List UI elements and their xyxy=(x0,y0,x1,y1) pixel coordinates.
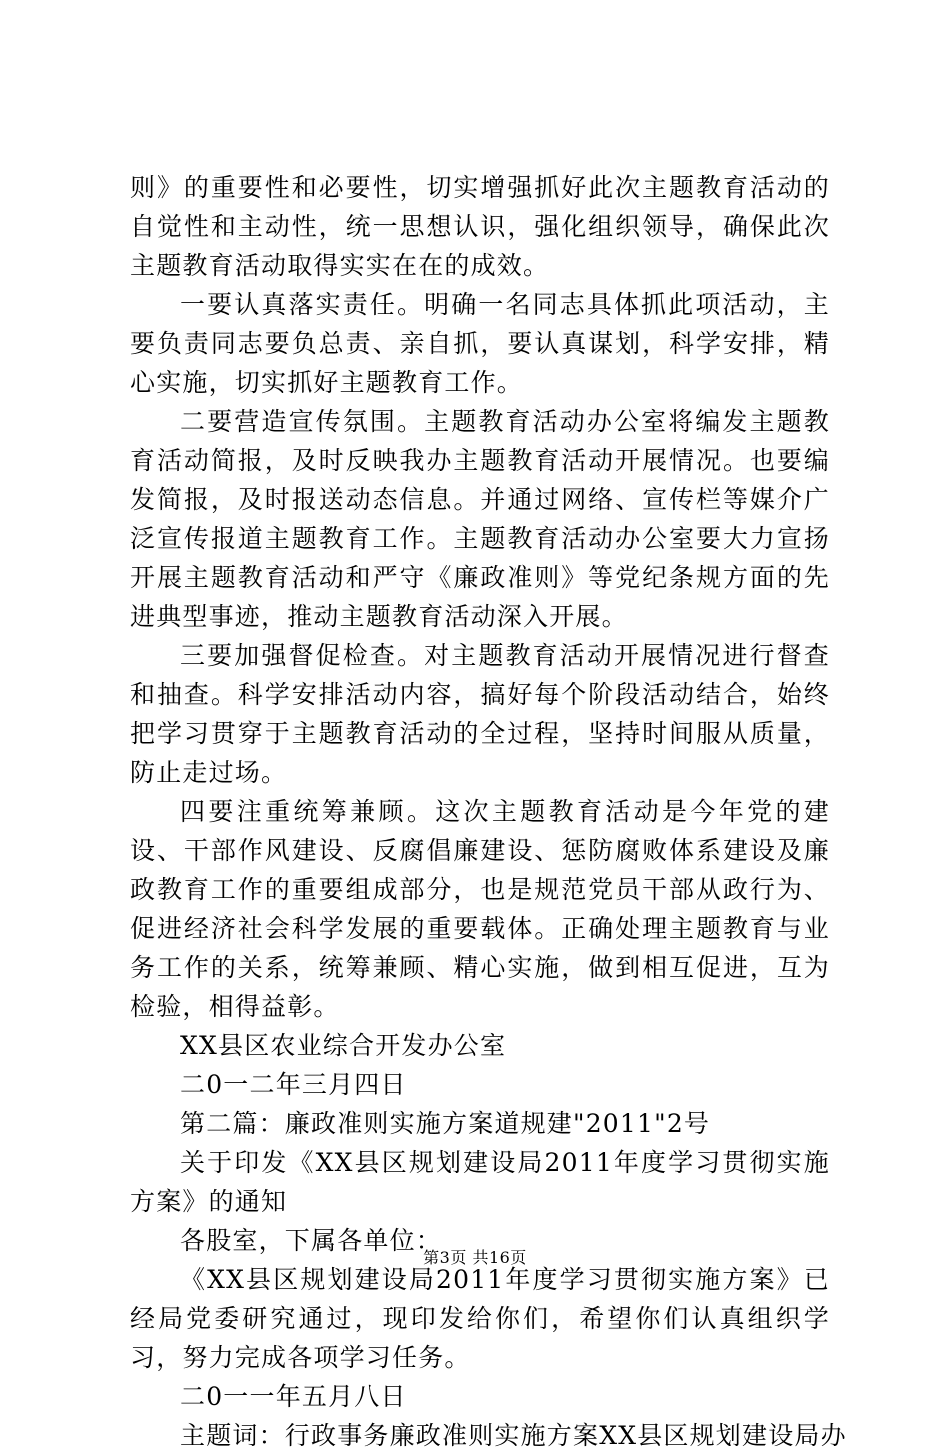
page-number-footer: 第3页 共16页 xyxy=(423,1248,527,1267)
paragraph-coordination: 四要注重统筹兼顾。这次主题教育活动是今年党的建设、干部作风建设、反腐倡廉建设、惩防腐败体系建设及廉政教育工作的重要组成部分，也是规范党员干部从政行为、促进经济社会科学发展的重要载体。正确处理主题教育与业务工作的关系，统筹兼顾、精心实施，做到相互促进，互为检验，相得益彰。 xyxy=(130,797,830,1021)
org-name: XX县区农业综合开发办公室 xyxy=(180,1031,507,1060)
section-heading: 第二篇：廉政准则实施方案道规建"2011"2号 xyxy=(180,1109,711,1138)
notice-title: 关于印发《XX县区规划建设局2011年度学习贯彻实施方案》的通知 xyxy=(130,1148,830,1216)
paragraph-publicity: 二要营造宣传氛围。主题教育活动办公室将编发主题教育活动简报，及时反映我办主题教育活动开展情况。也要编发简报，及时报送动态信息。并通过网络、宣传栏等媒介广泛宣传报道主题教育工作。主题教育活动办公室要大力宣扬开展主题教育活动和严守《廉政准则》等党纪条规方面的先进典型事迹，推动主题教育活动深入开展。 xyxy=(130,407,830,631)
paragraph-continuation: 则》的重要性和必要性，切实增强抓好此次主题教育活动的自觉性和主动性，统一思想认识，强化组织领导，确保此次主题教育活动取得实实在在的成效。 xyxy=(130,173,830,280)
keywords-line: 主题词：行政事务廉政准则实施方案XX县区规划建设局办 xyxy=(180,1421,847,1450)
date-signature-1: 二0一二年三月四日 xyxy=(180,1070,407,1099)
paragraph-responsibility: 一要认真落实责任。明确一名同志具体抓此项活动，主要负责同志要负总责、亲自抓，要认真谋划，科学安排，精心实施，切实抓好主题教育工作。 xyxy=(130,290,830,397)
paragraph-supervision: 三要加强督促检查。对主题教育活动开展情况进行督查和抽查。科学安排活动内容，搞好每个阶段活动结合，始终把学习贯穿于主题教育活动的全过程，坚持时间服从质量，防止走过场。 xyxy=(130,641,830,787)
addressee: 各股室，下属各单位： xyxy=(180,1226,443,1255)
notice-body: 《XX县区规划建设局2011年度学习贯彻实施方案》已经局党委研究通过，现印发给你们，希望你们认真组织学习，努力完成各项学习任务。 xyxy=(130,1265,830,1372)
date-signature-2: 二0一一年五月八日 xyxy=(180,1382,407,1411)
